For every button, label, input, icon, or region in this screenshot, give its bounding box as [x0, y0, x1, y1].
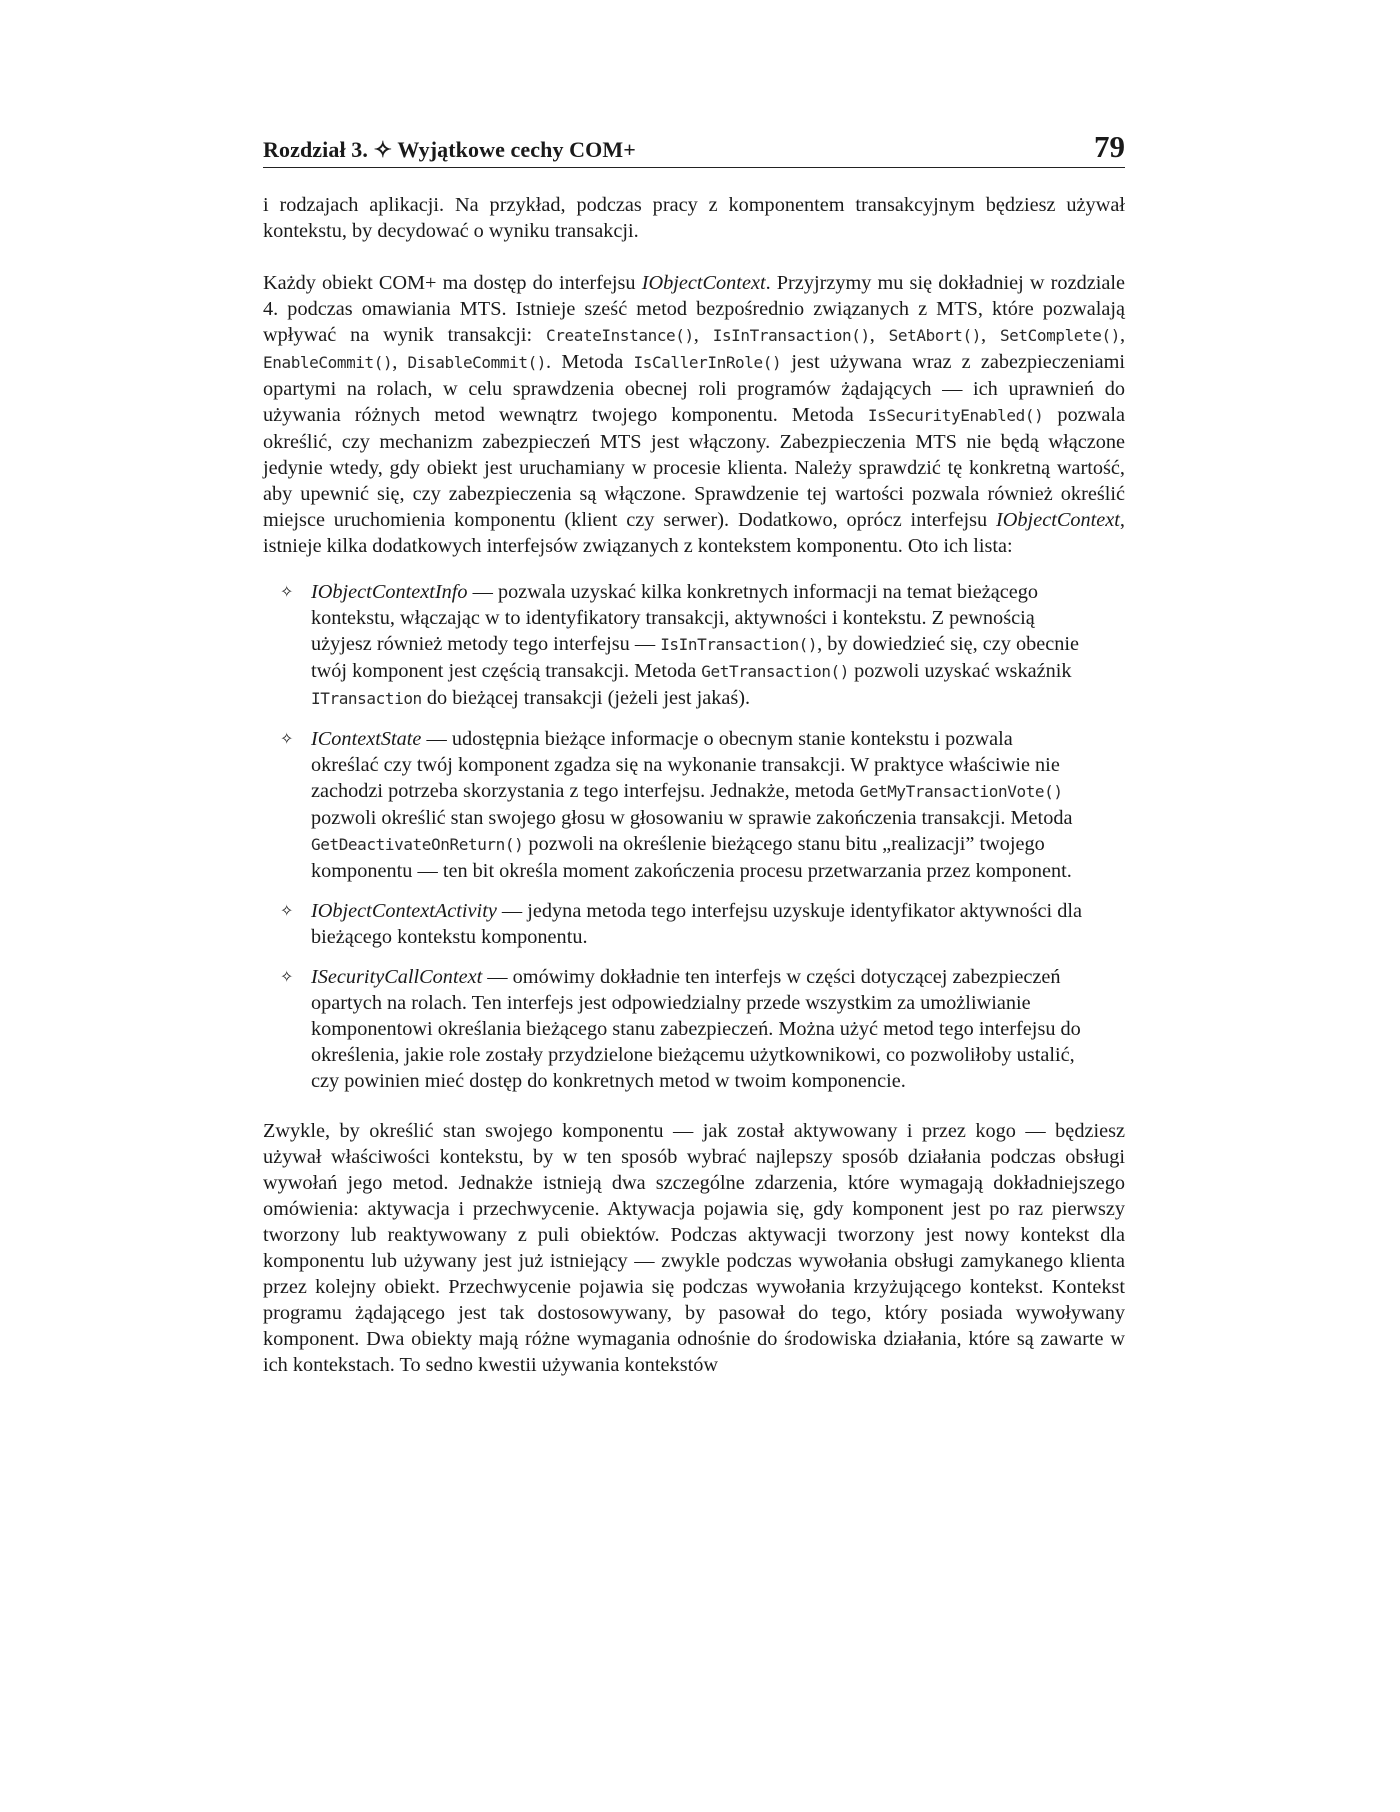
paragraph-iobjectcontext [263, 270, 1125, 559]
text-run: Każdy obiekt COM+ ma dostęp do interfejsu [263, 272, 642, 294]
method-name: IsSecurityEnabled() [867, 406, 1044, 425]
method-name: IsCallerInRole() [633, 353, 782, 372]
separator: , [980, 324, 1000, 346]
method-name: SetAbort() [888, 326, 981, 345]
running-header [263, 125, 1125, 168]
list-item [263, 726, 1125, 884]
text-run: pozwoli określić stan swojego głosu w głosowaniu w sprawie zakończenia transakcji. Metoda [311, 807, 1073, 829]
paragraph-activation: Zwykle, by określić stan swojego komponentu — jak został aktywowany i przez kogo — będziesz używał właściwości kontekstu, by w ten sposób wybrać najlepszy sposób działania podczas obsługi wywołań jego metod. Jednakże istnieją dwa szczególne zdarzenia, które wymagają dokładniejszego omówienia: aktywacja i przechwycenie. Aktywacja pojawia się, gdy komponent jest po raz pierwszy tworzony lub reaktywowany z puli obiektów. Podczas aktywacji tworzony jest nowy kontekst dla komponentu lub używany jest już istniejący — zwykle podczas wywołania obsługi zamykanego klienta przez kolejny obiekt. Przechwycenie pojawia się podczas wywołania krzyżującego kontekst. Kontekst programu żądającego jest tak dostosowywany, by pasował do tego, który posiada wywoływany komponent. Dwa obiekty mają różne wymagania odnośnie do środowiska działania, które są zawarte w ich kontekstach. To sedno kwestii używania kontekstów [263, 1120, 1125, 1376]
diamond-bullet-icon: ✧ [280, 901, 294, 920]
list-item [263, 579, 1125, 712]
interface-name: IObjectContext [641, 272, 766, 294]
method-name: IsInTransaction() [712, 326, 870, 345]
text-run: — jedyna metoda tego interfejsu uzyskuje identyfikator aktywności dla bieżącego kontekstu komponentu. [311, 900, 1083, 948]
page-number: 79 [1094, 129, 1125, 164]
text-run: , istnieje kilka dodatkowych interfejsów związanych z kontekstem komponentu. Oto ich lista: [263, 509, 1125, 557]
method-name: IsInTransaction() [660, 635, 818, 654]
method-name: GetTransaction() [701, 662, 850, 681]
method-name: GetDeactivateOnReturn() [311, 835, 524, 854]
method-name: SetComplete() [999, 326, 1120, 345]
text-run: — udostępnia bieżące informacje o obecnym stanie kontekstu i pozwala określać czy twój komponent zgadza się na wykonanie transakcji. W praktyce właściwie nie zachodzi potrzeba skorzystania z tego interfejsu. Jednakże, metoda [311, 728, 1060, 802]
separator: , [392, 351, 408, 373]
text-run: jest używana wraz z zabezpieczeniami opartymi na rolach, w celu sprawdzenia obecnej roli programów żądających — ich uprawnień do używania różnych metod wewnątrz twojego komponentu. Metoda [263, 351, 1125, 426]
chapter-title: Rozdział 3. ✧ Wyjątkowe cechy COM+ [263, 137, 636, 162]
text-run: pozwala określić, czy mechanizm zabezpieczeń MTS jest włączony. Zabezpieczenia MTS nie będą włączone jedynie wtedy, gdy obiekt jest uruchamiany w procesie klienta. Należy sprawdzić tę konkretną wartość, aby upewnić się, czy zabezpieczenia są włączone. Sprawdzenie tej wartości pozwala również określić miejsce uruchomienia komponentu (klient czy serwer). Dodatkowo, oprócz interfejsu [263, 404, 1125, 531]
text-run: — omówimy dokładnie ten interfejs w części dotyczącej zabezpieczeń opartych na rolach. Ten interfejs jest odpowiedzialny przede wszystkim za umożliwianie komponentowi określania bieżącego stanu zabezpieczeń. Można użyć metod tego interfejsu do określenia, jakie role zostały przydzielone bieżącemu użytkownikowi, co pozwoliłoby ustalić, czy powinien mieć dostęp do konkretnych metod w twoim komponencie. [311, 966, 1081, 1092]
interface-name: IContextState [311, 728, 422, 750]
paragraph-intro: i rodzajach aplikacji. Na przykład, podczas pracy z komponentem transakcyjnym będziesz używał kontekstu, by decydować o wyniku transakcji. [263, 194, 1125, 242]
interface-name: IObjectContextInfo [311, 581, 468, 603]
page-body [263, 192, 1125, 1378]
list-item [263, 898, 1125, 950]
separator: , [869, 324, 889, 346]
diamond-bullet-icon: ✧ [280, 967, 294, 986]
interface-name: ISecurityCallContext [311, 966, 483, 988]
method-name: DisableCommit() [407, 353, 547, 372]
text-run: , by dowiedzieć się, czy obecnie twój komponent jest częścią transakcji. Metoda [311, 633, 1080, 682]
text-run: — pozwala uzyskać kilka konkretnych informacji na temat bieżącego kontekstu, włączając w to identyfikatory transakcji, aktywności i kontekstu. Z pewnością użyjesz również metody tego interfejsu — [311, 581, 1039, 655]
method-name: EnableCommit() [263, 353, 393, 372]
list-item [263, 964, 1125, 1094]
method-name: CreateInstance() [546, 326, 694, 345]
text-run: . Przyjrzymy mu się dokładniej w rozdziale 4. podczas omawiania MTS. Istnieje sześć metod bezpośrednio związanych z MTS, które pozwalają wpływać na wynik transakcji: [263, 272, 1125, 346]
interface-name: IObjectContext [996, 509, 1120, 531]
separator: , [1119, 324, 1126, 346]
interface-list [263, 579, 1125, 1094]
interface-name: IObjectContextActivity [311, 900, 497, 922]
type-name: ITransaction [311, 689, 422, 708]
text-run: . Metoda [546, 351, 634, 373]
text-run: pozwoli na określenie bieżącego stanu bitu „realizacji” twojego komponentu — ten bit określa moment zakończenia procesu przetwarzania przez komponent. [311, 833, 1072, 882]
method-name: GetMyTransactionVote() [859, 782, 1063, 801]
text-run: do bieżącej transakcji (jeżeli jest jakaś). [421, 687, 751, 709]
separator: , [693, 324, 713, 346]
text-run: pozwoli uzyskać wskaźnik [849, 660, 1072, 682]
diamond-bullet-icon: ✧ [280, 582, 294, 601]
diamond-bullet-icon: ✧ [280, 729, 294, 748]
